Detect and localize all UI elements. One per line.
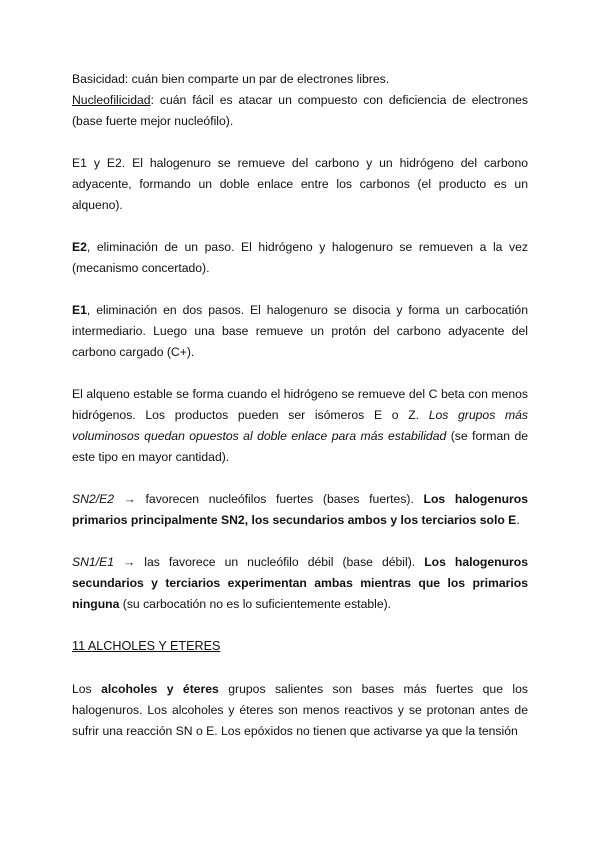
text-alqueno: El alqueno estable se forma cuando el hidrógeno se remueve del C beta con menos hidrógenos. Los productos pueden ser isómeros E o Z. <box>72 387 528 422</box>
end-sn2-e2: . <box>516 513 520 527</box>
section-heading <box>72 636 528 657</box>
paragraph-alqueno <box>72 384 528 468</box>
end-alqueno: (se forman de este tipo en mayor cantidad). <box>72 429 529 464</box>
paragraph-e1-e2 <box>72 153 528 216</box>
start-alcoholes: Los <box>72 682 102 696</box>
paragraph-e2 <box>72 237 528 279</box>
paragraph-nucleofilicidad <box>72 90 528 132</box>
italic-alqueno: Los grupos más voluminosos quedan opuestos al doble enlace para más estabilidad <box>72 408 528 443</box>
section-heading-text: 11 ALCHOLES Y ETERES <box>72 639 221 653</box>
paragraph-basicidad <box>72 69 528 90</box>
bold-sn1-e1: Los halogenuros secundarios y terciarios experimentan ambas mientras que los primarios ninguna <box>72 555 529 611</box>
paragraph-sn2-e2 <box>72 489 528 531</box>
text-sn2-e2: → favorecen nucleófilos fuertes (bases fuertes). <box>114 492 424 506</box>
italic-sn1-e1: SN1/E1 <box>72 555 115 569</box>
paragraph-sn1-e1 <box>72 552 528 615</box>
paragraph-alcoholes <box>72 679 528 742</box>
text-basicidad: : cuán bien comparte un par de electrones libres. <box>124 72 390 86</box>
end-sn1-e1: (su carbocatión no es lo suficientemente estable). <box>119 597 392 611</box>
italic-sn2-e2: SN2/E2 <box>72 492 115 506</box>
paragraph-e1 <box>72 300 528 363</box>
bold-alcoholes: alcoholes y éteres <box>101 682 219 696</box>
document-body <box>72 69 528 763</box>
text-nucleofilicidad: : cuán fácil es atacar un compuesto con deficiencia de electrones (base fuerte mejor nucleófilo). <box>72 93 528 128</box>
text-alcoholes: grupos salientes son bases más fuertes que los halogenuros. Los alcoholes y éteres son menos reactivos y se protonan antes de sufrir una reacción SN o E. Los epóxidos no tienen que activarse ya que la tensión <box>72 682 528 738</box>
term-e2: E2 <box>72 240 87 254</box>
bold-sn2-e2: Los halogenuros primarios principalmente SN2, los secundarios ambos y los terciarios solo E <box>72 492 528 527</box>
text-e2: , eliminación de un paso. El hidrógeno y halogenuro se remueven a la vez (mecanismo concertado). <box>72 240 528 275</box>
term-basicidad: Basicidad <box>72 72 125 86</box>
term-nucleofilicidad: Nucleofilicidad <box>72 93 151 107</box>
text-sn1-e1: → las favorece un nucleófilo débil (base débil). <box>114 555 425 569</box>
text-e1: , eliminación en dos pasos. El halogenuro se disocia y forma un carbocatión intermediario. Luego una base remueve un protón del carbono adyacente del carbono cargado (C+). <box>72 303 528 359</box>
term-e1: E1 <box>72 303 87 317</box>
text-e1-e2: E1 y E2. El halogenuro se remueve del carbono y un hidrógeno del carbono adyacente, formando un doble enlace entre los carbonos (el producto es un alqueno). <box>72 156 528 212</box>
